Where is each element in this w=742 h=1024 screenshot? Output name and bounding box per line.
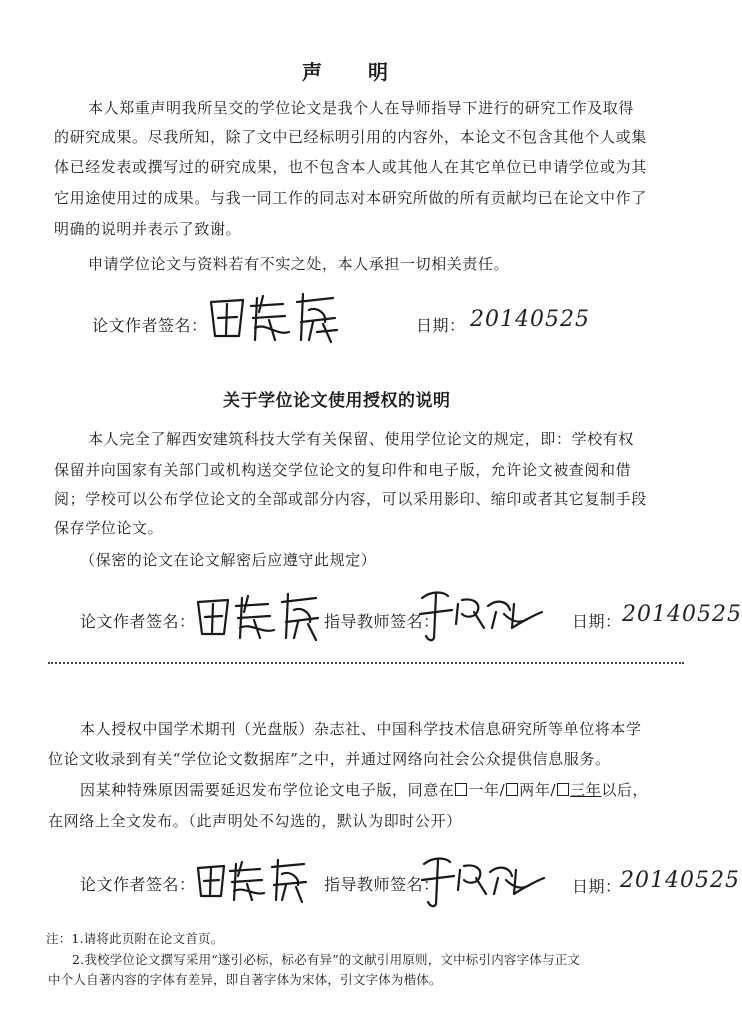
declaration-commitment: 申请学位论文与资料若有不实之处，本人承担一切相关责任。 <box>88 255 510 273</box>
declaration-line-1: 本人郑重声明我所呈交的学位论文是我个人在导师指导下进行的研究工作及取得 <box>88 99 635 117</box>
authorization-title: 关于学位论文使用授权的说明 <box>223 391 451 411</box>
notes-label: 注： <box>46 931 72 946</box>
authorization-line-1: 本人完全了解西安建筑科技大学有关保留、使用学位论文的规定，即：学校有权 <box>88 430 635 448</box>
advisor-signature-2 <box>420 850 550 908</box>
declaration-line-3: 体已经发表或撰写过的研究成果，也不包含本人或其他人在其它单位已申请学位或为其 <box>54 158 647 176</box>
author-signature-1 <box>205 292 340 344</box>
delay-option-two-years: 两年 <box>519 781 551 799</box>
publication-date-label: 日期： <box>572 877 622 896</box>
publication-author-label: 论文作者签名： <box>80 875 196 894</box>
secret-note: （保密的论文在论文解密后应遵守此规定） <box>80 551 377 569</box>
authorization-date-value: 20140525 <box>622 602 742 627</box>
delay-option-three-years: 三年 <box>570 781 602 799</box>
author-signature-2 <box>192 592 322 642</box>
authorization-line-3: 阅；学校可以公布学位论文的全部或部分内容，可以采用影印、缩印或者其它复制手段 <box>54 490 647 508</box>
authorization-date-label: 日期： <box>572 612 622 631</box>
delay-checkbox-three-years[interactable] <box>557 783 569 796</box>
declaration-line-2: 的研究成果。尽我所知，除了文中已经标明引用的内容外，本论文不包含其他个人或集 <box>54 128 647 146</box>
delay-checkbox-one-year[interactable] <box>455 783 467 796</box>
authorization-line-4: 保存学位论文。 <box>54 519 164 537</box>
publication-line-2: 位论文收录到有关“学位论文数据库”之中，并通过网络向社会公众提供信息服务。 <box>48 750 611 768</box>
declaration-title: 声明 <box>302 60 434 84</box>
delay-line-2: 在网络上全文发布。（此声明处不勾选的，默认为即时公开） <box>48 812 462 830</box>
advisor-signature-1 <box>418 584 548 642</box>
delay-line: 因某种特殊原因需要延迟发布学位论文电子版，同意在 一年/ 两年/ 三年以后， <box>80 781 649 799</box>
note-item-2: 2.我校学位论文撰写采用“遂引必标，标必有异”的文献引用原则，文中标引内容字体与正文 <box>72 952 581 967</box>
declaration-date-value: 20140525 <box>470 307 590 332</box>
authorization-author-label: 论文作者签名： <box>80 612 196 631</box>
declaration-line-5: 明确的说明并表示了致谢。 <box>54 220 242 238</box>
authorization-advisor-label: 指导教师签名： <box>324 612 440 631</box>
note-item-1: 1.请将此页附在论文首页。 <box>71 931 224 946</box>
declaration-date-label: 日期： <box>416 316 466 335</box>
publication-date-value: 20140525 <box>620 868 740 893</box>
delay-checkbox-two-years[interactable] <box>506 783 518 796</box>
publication-line-1: 本人授权中国学术期刊（光盘版）杂志社、中国科学技术信息研究所等单位将本学 <box>80 720 642 738</box>
notes-line-1 <box>46 929 223 947</box>
delay-option-one-year: 一年 <box>468 781 500 799</box>
delay-prefix: 因某种特殊原因需要延迟发布学位论文电子版，同意在 <box>80 781 455 799</box>
author-signature-3 <box>192 858 310 904</box>
declaration-line-4: 它用途使用过的成果。与我一同工作的同志对本研究所做的所有贡献均已在论文中作了 <box>54 189 647 207</box>
authorization-line-2: 保留并向国家有关部门或机构送交学位论文的复印件和电子版，允许论文被查阅和借 <box>54 461 632 479</box>
publication-advisor-label: 指导教师签名： <box>324 875 440 894</box>
separator-dotted-line <box>48 662 684 664</box>
delay-suffix: 以后， <box>601 781 649 799</box>
note-item-2-cont: 中个人自著内容的字体有差异，即自著字体为宋体，引文字体为楷体。 <box>48 972 442 987</box>
declaration-author-label: 论文作者签名： <box>92 316 208 335</box>
